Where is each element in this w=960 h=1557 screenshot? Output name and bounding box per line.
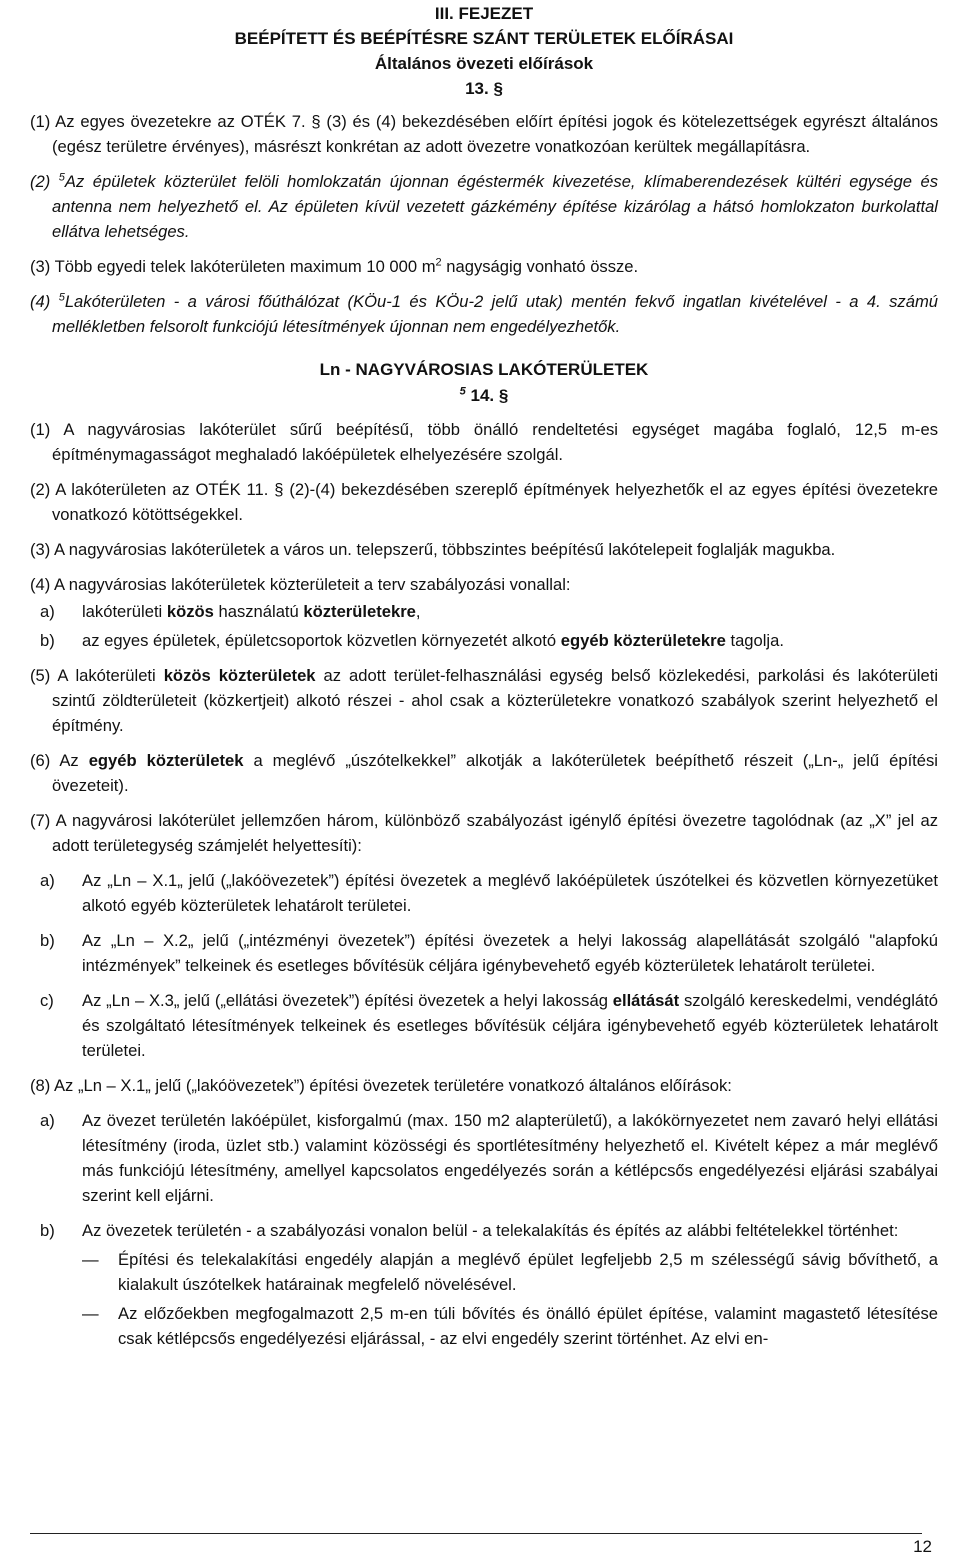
list-item bbox=[30, 868, 938, 918]
text-run: , bbox=[415, 602, 421, 621]
list-text bbox=[82, 599, 938, 624]
s13-para-3-tail: nagyságig vonható össze. bbox=[441, 257, 639, 276]
chapter-heading: III. FEJEZET bbox=[434, 4, 534, 23]
text-run: az adott terület-felhasználási egység belső közlekedési, parkolási és lakóterületi szintű zöldterületeit (közkertjeit) alkotó részei - ahol csak a közterületekre vonatkozó szabályok szerint helyezhető el építmény. bbox=[52, 666, 939, 735]
list-label: a) bbox=[40, 602, 55, 621]
list-label: b) bbox=[40, 1221, 55, 1240]
footnote-ref: 5 bbox=[58, 171, 65, 184]
dash-item bbox=[30, 1247, 938, 1297]
bold-term: közös bbox=[166, 602, 214, 621]
list-label: b) bbox=[40, 931, 55, 950]
dash-text: Az előzőekben megfogalmazott 2,5 m-en túli bővítés és önálló épület építése, valamint magastető létesítése csak kétlépcsős engedélyezési eljárással, - az elvi engedély szerint történhet. Az elvi en- bbox=[118, 1304, 938, 1348]
list-item bbox=[30, 599, 938, 624]
page-number: 12 bbox=[913, 1537, 932, 1556]
section-number-13: 13. § bbox=[465, 79, 503, 98]
list-item bbox=[30, 928, 938, 978]
list-label: a) bbox=[40, 871, 55, 890]
s14-para-3: (3) A nagyvárosias lakóterületek a város un. telepszerű, többszintes beépítésű lakótelepeit foglalják magukba. bbox=[30, 540, 836, 559]
s13-para-2 bbox=[30, 169, 938, 244]
text-run: (5) A lakóterületi bbox=[30, 666, 164, 685]
s13-para-4-text: Lakóterületen - a városi főúthálózat (KÖu-1 és KÖu-2 jelű utak) mentén fekvő ingatlan kivételével - a 4. számú mellékletben felsorolt funkciójú létesítmények újonnan nem engedélyezhetők. bbox=[52, 292, 939, 336]
bold-term: közterületekre bbox=[303, 602, 416, 621]
s14-para-1: (1) A nagyvárosias lakóterület sűrű beépítésű, több önálló rendeltetési egységet magába foglaló, 12,5 m-es építménymagasságot meghaladó lakóépületek elhelyezésére szolgál. bbox=[30, 420, 938, 464]
text-run: lakóterületi bbox=[82, 602, 167, 621]
s13-para-2-text: Az épületek közterület felöli homlokzatán újonnan égéstermék kivezetése, klímaberendezések kültéri egysége és antenna nem helyezhető el. Az épületen kívül vezetett gázkémény építése kizárólag a hátsó homlokzaton burkolattal ellátva lehetséges. bbox=[52, 172, 938, 241]
s13-para-3 bbox=[30, 254, 938, 279]
text-run: szolgáló kereskedelmi, vendéglátó és szolgáltató létesítmények telkeinek és esetleges bővítésük céljára igénybevehető egyéb közterületek lehatárolt területei. bbox=[82, 991, 938, 1060]
footer-divider bbox=[30, 1533, 922, 1534]
superscript-2: 2 bbox=[435, 256, 442, 269]
s14-para-4: (4) A nagyvárosias lakóterületek közterületeit a terv szabályozási vonallal: bbox=[30, 575, 571, 594]
list-text: Az övezetek területén - a szabályozási vonalon belül - a telekalakítás és építés az alábbi feltételekkel történhet: bbox=[82, 1221, 899, 1240]
list-text bbox=[82, 628, 938, 653]
section-number-text: 14. § bbox=[465, 386, 509, 405]
section-number-14 bbox=[30, 383, 938, 409]
list-item bbox=[30, 988, 938, 1063]
list-item bbox=[30, 628, 938, 653]
footnote-ref: 5 bbox=[58, 291, 65, 304]
s13-para-3-text: (3) Több egyedi telek lakóterületen maximum 10 000 m bbox=[30, 257, 436, 276]
dash-bullet-icon: — bbox=[82, 1304, 99, 1323]
s14-para-5 bbox=[30, 663, 938, 738]
bold-term: egyéb közterületek bbox=[88, 751, 244, 770]
chapter-title: BEÉPÍTETT ÉS BEÉPÍTÉSRE SZÁNT TERÜLETEK ELŐÍRÁSAI bbox=[234, 29, 734, 48]
list-text: Az „Ln – X.2„ jelű („intézményi övezetek”) építési övezetek a helyi lakosság alapellátását szolgáló "alapfokú intézmények” telkeinek és esetleges bővítésük céljára igénybevehető egyéb közterületek lehatárolt területei. bbox=[82, 931, 938, 975]
section-title-ln: Ln - NAGYVÁROSIAS LAKÓTERÜLETEK bbox=[319, 360, 649, 379]
footnote-ref: 5 bbox=[459, 385, 466, 398]
text-run: Az „Ln – X.3„ jelű („ellátási övezetek”) építési övezetek a helyi lakosság bbox=[82, 991, 613, 1010]
list-text: Az „Ln – X.1„ jelű („lakóövezetek”) építési övezetek a meglévő lakóépületek úszótelkei és közvetlen környezetüket alkotó egyéb közterületek lehatárolt területei. bbox=[82, 871, 938, 915]
list-label: a) bbox=[40, 1111, 55, 1130]
dash-bullet-icon: — bbox=[82, 1250, 99, 1269]
list-text: Az övezet területén lakóépület, kisforgalmú (max. 150 m2 alapterületű), a lakókörnyezetet nem zavaró helyi ellátási létesítmény (iroda, üzlet stb.) valamint közösségi és sportlétesítmény helyezhető el. Kivételt képez a már meglévő más funkciójú létesítmény, amellyel kapcsolatos engedélyezés során a kétlépcsős engedélyezési eljárási szabályai szerint kell eljárni. bbox=[82, 1111, 938, 1205]
s13-para-4 bbox=[30, 289, 938, 339]
bold-term: egyéb közterületekre bbox=[560, 631, 726, 650]
dash-text: Építési és telekalakítási engedély alapján a meglévő épület legfeljebb 2,5 m szélességű sávig bővíthető, a kialakult úszótelkek határainak megfelelő növelésével. bbox=[118, 1250, 938, 1294]
bold-term: ellátását bbox=[612, 991, 680, 1010]
bold-term: közös közterületek bbox=[163, 666, 316, 685]
chapter-subtitle: Általános övezeti előírások bbox=[374, 54, 594, 73]
text-run: használatú bbox=[213, 602, 304, 621]
s13-para-2-num: (2) bbox=[30, 172, 59, 191]
list-item bbox=[30, 1218, 938, 1243]
s14-para-8: (8) Az „Ln – X.1„ jelű („lakóövezetek”) építési övezetek területére vonatkozó általános előírások: bbox=[30, 1076, 732, 1095]
s14-para-6 bbox=[30, 748, 938, 798]
s14-para-2: (2) A lakóterületen az OTÉK 11. § (2)-(4) bekezdésében szereplő építmények helyezhetők el az egyes építési övezetekre vonatkozó kötöttségekkel. bbox=[30, 480, 938, 524]
s14-para-7: (7) A nagyvárosi lakóterület jellemzően három, különböző szabályozást igénylő építési övezetre tagolódnak (az „X” jel az adott területegység számjelét helyettesíti): bbox=[30, 811, 938, 855]
list-label: b) bbox=[40, 631, 55, 650]
list-label: c) bbox=[40, 991, 54, 1010]
list-item bbox=[30, 1108, 938, 1208]
text-run: tagolja. bbox=[725, 631, 784, 650]
list-text bbox=[82, 988, 938, 1063]
dash-item bbox=[30, 1301, 938, 1351]
text-run: a meglévő „úszótelkekkel” alkotják a lakóterületek beépíthető részeit („Ln-„ jelű építési övezeteit). bbox=[52, 751, 938, 795]
s13-para-4-num: (4) bbox=[30, 292, 59, 311]
text-run: (6) Az bbox=[30, 751, 89, 770]
text-run: az egyes épületek, épületcsoportok közvetlen környezetét alkotó bbox=[82, 631, 561, 650]
s13-para-1: (1) Az egyes övezetekre az OTÉK 7. § (3) és (4) bekezdésében előírt építési jogok és kötelezettségek egyrészt általános (egész területre érvényes), másrészt konkrétan az adott övezetre vonatkozóan kerültek megállapításra. bbox=[30, 112, 938, 156]
